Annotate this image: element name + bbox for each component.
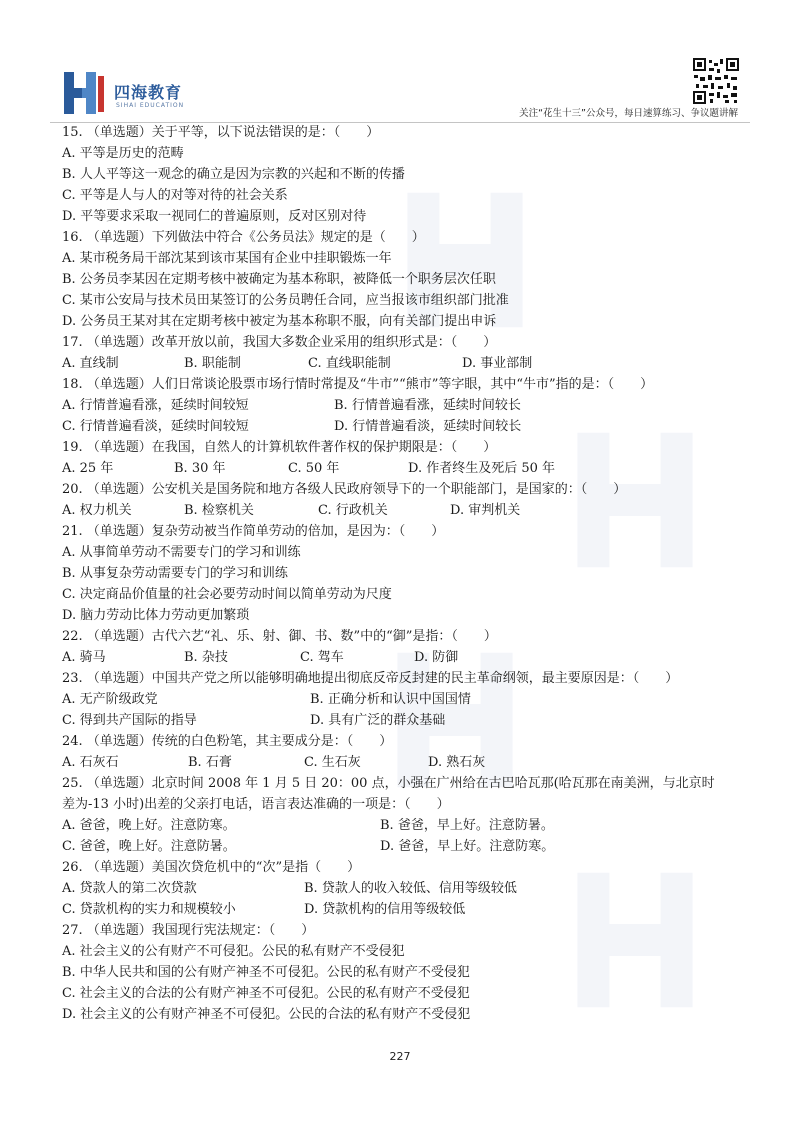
question-stem: 18. （单选题）人们日常谈论股票市场行情时常提及“牛市”“熊市”等字眼，其中“牛市”指的是：（ ） <box>62 377 654 392</box>
option: C. 决定商品价值量的社会必要劳动时间以简单劳动为尺度 <box>62 587 392 602</box>
option: D. 熟石灰 <box>428 755 486 770</box>
brand-logo <box>62 68 232 118</box>
option: C. 贷款机构的实力和规模较小 <box>62 902 236 917</box>
question-stem: 26. （单选题）美国次贷危机中的“次”是指（ ） <box>62 860 361 875</box>
question-stem-continued: 差为-13 小时)出差的父亲打电话，语言表达准确的一项是：（ ） <box>62 797 450 812</box>
question-stem: 16. （单选题）下列做法中符合《公务员法》规定的是（ ） <box>62 230 425 245</box>
option-row <box>62 647 752 668</box>
question-stem: 25. （单选题）北京时间 2008 年 1 月 5 日 20：00 点，小强在广州给在古巴哈瓦那(哈瓦那在南美洲，与北京时 <box>62 776 715 791</box>
option: A. 石灰石 <box>62 755 119 770</box>
option: A. 行情普遍看涨，延续时间较短 <box>62 398 249 413</box>
option-row <box>62 395 752 416</box>
option: B. 人人平等这一观念的确立是因为宗教的兴起和不断的传播 <box>62 167 405 182</box>
option: B. 杂技 <box>184 650 228 665</box>
option: D. 平等要求采取一视同仁的普遍原则，反对区别对待 <box>62 209 367 224</box>
option: B. 爸爸，早上好。注意防暑。 <box>380 818 554 833</box>
question-list <box>62 122 752 1025</box>
question-stem: 27. （单选题）我国现行宪法规定：（ ） <box>62 923 315 938</box>
option: B. 正确分析和认识中国国情 <box>310 692 471 707</box>
question-stem: 23. （单选题）中国共产党之所以能够明确地提出彻底反帝反封建的民主革命纲领，最主要原因是：（ ） <box>62 671 679 686</box>
option: B. 30 年 <box>174 461 226 476</box>
option-row <box>62 752 752 773</box>
option: C. 行情普遍看淡，延续时间较短 <box>62 419 249 434</box>
option: C. 某市公安局与技术员田某签订的公务员聘任合同，应当报该市组织部门批准 <box>62 293 509 308</box>
option: C. 50 年 <box>288 461 340 476</box>
option: A. 权力机关 <box>62 503 132 518</box>
option: A. 爸爸，晚上好。注意防寒。 <box>62 818 236 833</box>
option: A. 某市税务局干部沈某到该市某国有企业中挂职锻炼一年 <box>62 251 392 266</box>
option: B. 行情普遍看涨，延续时间较长 <box>334 398 521 413</box>
option-row <box>62 500 752 521</box>
option-row <box>62 710 752 731</box>
option: A. 无产阶级政党 <box>62 692 158 707</box>
option-row <box>62 836 752 857</box>
option: B. 从事复杂劳动需要专门的学习和训练 <box>62 566 288 581</box>
option: C. 爸爸，晚上好。注意防暑。 <box>62 839 236 854</box>
option: A. 直线制 <box>62 356 119 371</box>
option: A. 25 年 <box>62 461 114 476</box>
option: B. 石膏 <box>188 755 232 770</box>
question-stem: 22. （单选题）古代六艺“礼、乐、射、御、书、数”中的“御”是指：（ ） <box>62 629 497 644</box>
option: C. 平等是人与人的对等对待的社会关系 <box>62 188 288 203</box>
option: B. 中华人民共和国的公有财产神圣不可侵犯。公民的私有财产不受侵犯 <box>62 965 470 980</box>
option: C. 得到共产国际的指导 <box>62 713 197 728</box>
page-header <box>50 58 750 124</box>
option: D. 贷款机构的信用等级较低 <box>304 902 466 917</box>
option-row <box>62 899 752 920</box>
option-row <box>62 353 752 374</box>
option: A. 骑马 <box>62 650 106 665</box>
question-stem: 15. （单选题）关于平等，以下说法错误的是：（ ） <box>62 125 380 140</box>
logo-text: 四海教育 <box>114 83 183 102</box>
option: D. 作者终生及死后 50 年 <box>408 461 556 476</box>
option: C. 行政机关 <box>318 503 388 518</box>
option: A. 贷款人的第二次贷款 <box>62 881 197 896</box>
option-row <box>62 458 752 479</box>
option: D. 行情普遍看淡，延续时间较长 <box>334 419 522 434</box>
option: D. 爸爸，早上好。注意防寒。 <box>380 839 555 854</box>
logo-subtitle: SIHAI EDUCATION <box>116 102 185 109</box>
option: B. 公务员李某因在定期考核中被确定为基本称职，被降低一个职务层次任职 <box>62 272 496 287</box>
header-note: 关注“花生十三”公众号，每日速算练习、争议题讲解 <box>519 108 738 119</box>
option: D. 脑力劳动比体力劳动更加繁琐 <box>62 608 250 623</box>
option: C. 生石灰 <box>304 755 361 770</box>
option: A. 社会主义的公有财产不可侵犯。公民的私有财产不受侵犯 <box>62 944 405 959</box>
option: B. 检察机关 <box>184 503 254 518</box>
option-row <box>62 815 752 836</box>
option: D. 事业部制 <box>462 356 533 371</box>
option: A. 平等是历史的范畴 <box>62 146 184 161</box>
option: B. 职能制 <box>184 356 241 371</box>
option: A. 从事简单劳动不需要专门的学习和训练 <box>62 545 301 560</box>
sihai-logo-icon <box>62 68 106 118</box>
question-stem: 24. （单选题）传统的白色粉笔，其主要成分是：（ ） <box>62 734 393 749</box>
option: D. 审判机关 <box>450 503 521 518</box>
option-row <box>62 416 752 437</box>
option: D. 社会主义的公有财产神圣不可侵犯。公民的合法的私有财产不受侵犯 <box>62 1007 471 1022</box>
qr-code-icon <box>690 58 742 104</box>
option: D. 防御 <box>414 650 459 665</box>
option: C. 驾车 <box>300 650 344 665</box>
question-stem: 17. （单选题）改革开放以前，我国大多数企业采用的组织形式是：（ ） <box>62 335 497 350</box>
option-row <box>62 878 752 899</box>
option: D. 公务员王某对其在定期考核中被定为基本称职不服，向有关部门提出申诉 <box>62 314 497 329</box>
option: D. 具有广泛的群众基础 <box>310 713 446 728</box>
option: C. 直线职能制 <box>308 356 391 371</box>
page-number: 227 <box>389 1050 411 1063</box>
question-stem: 20. （单选题）公安机关是国务院和地方各级人民政府领导下的一个职能部门，是国家的：（ ） <box>62 482 627 497</box>
option-row <box>62 689 752 710</box>
question-stem: 21. （单选题）复杂劳动被当作简单劳动的倍加，是因为：（ ） <box>62 524 445 539</box>
question-stem: 19. （单选题）在我国，自然人的计算机软件著作权的保护期限是：（ ） <box>62 440 497 455</box>
option: B. 贷款人的收入较低、信用等级较低 <box>304 881 517 896</box>
option: C. 社会主义的合法的公有财产神圣不可侵犯。公民的私有财产不受侵犯 <box>62 986 470 1001</box>
